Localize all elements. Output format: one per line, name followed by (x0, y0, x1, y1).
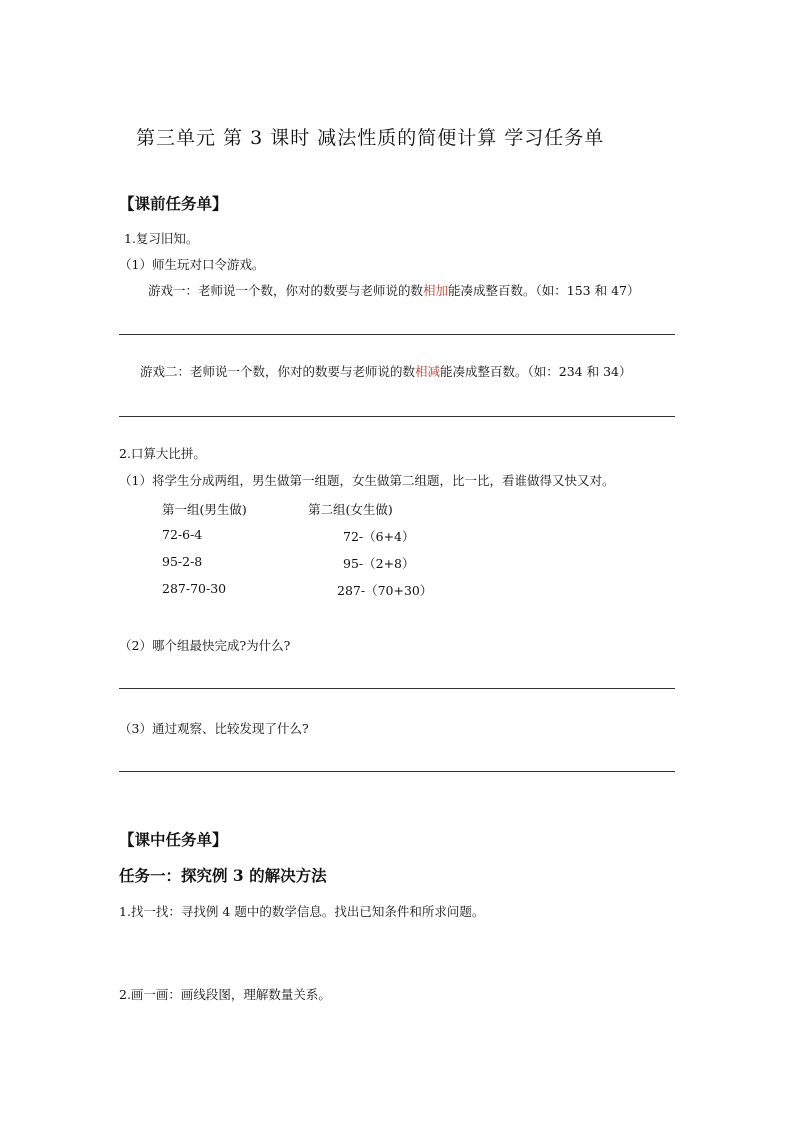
answer-line[interactable] (119, 334, 675, 335)
answer-line[interactable] (119, 771, 675, 772)
game-one-highlight: 相加 (423, 283, 449, 298)
group-one-problem: 287-70-30 (162, 581, 227, 596)
question-two: （2）哪个组最快完成?为什么? (119, 638, 291, 653)
group-two-problem: 72-（6+4） (343, 529, 415, 544)
game-two-highlight: 相减 (415, 364, 441, 379)
find-item: 1.找一找：寻找例 4 题中的数学信息。找出已知条件和所求问题。 (119, 904, 485, 919)
draw-item: 2.画一画：画线段图，理解数量关系。 (119, 987, 331, 1002)
group-one-header: 第一组(男生做) (162, 502, 247, 517)
group-one-problem: 95-2-8 (162, 554, 203, 569)
group-two-header: 第二组(女生做) (308, 502, 393, 517)
question-three: （3）通过观察、比较发现了什么? (119, 721, 309, 736)
game-one-text: 游戏一：老师说一个数，你对的数要与老师说的数相加能凑成整百数。（如：153 和 47） (148, 283, 640, 298)
group-two-problem: 287-（70+30） (337, 583, 433, 598)
pre-class-heading: 【课前任务单】 (119, 194, 228, 213)
review-item: 1.复习旧知。 (124, 231, 199, 246)
mental-math-item: 2.口算大比拼。 (119, 446, 206, 461)
grouping-instruction: （1）将学生分成两组，男生做第一组题，女生做第二组题，比一比，看谁做得又快又对。 (119, 473, 615, 488)
answer-line[interactable] (119, 416, 675, 417)
game-two-text: 游戏二：老师说一个数，你对的数要与老师说的数相减能凑成整百数。（如：234 和 34） (140, 364, 632, 379)
oral-game-item: （1）师生玩对口令游戏。 (119, 257, 265, 272)
answer-line[interactable] (119, 688, 675, 689)
group-one-problem: 72-6-4 (162, 527, 203, 542)
page-title: 第三单元 第 3 课时 减法性质的简便计算 学习任务单 (136, 127, 605, 149)
in-class-heading: 【课中任务单】 (119, 830, 228, 849)
group-two-problem: 95-（2+8） (343, 556, 415, 571)
task-one-title: 任务一：探究例 3 的解决方法 (119, 866, 327, 885)
